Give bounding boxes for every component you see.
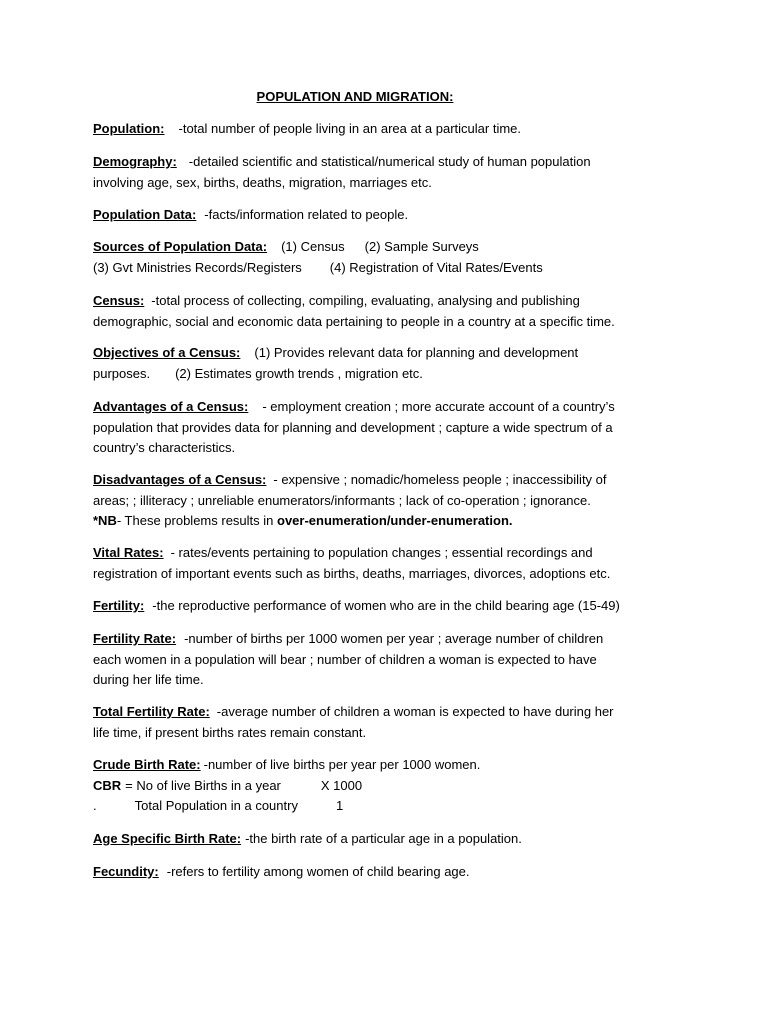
sources-item-registration: (4) Registration of Vital Rates/Events xyxy=(329,259,543,275)
cbr-label: CBR xyxy=(93,777,122,793)
population-text: -total number of people living in an area at a particular time. xyxy=(178,121,522,136)
fecundity-definition xyxy=(93,862,693,883)
term-vital-rates: Vital Rates: xyxy=(93,545,164,560)
age-specific-birth-rate-definition xyxy=(93,829,693,850)
term-census: Census: xyxy=(93,293,145,308)
vital-rates-text-line1: - rates/events pertaining to population changes ; essential recordings and xyxy=(170,545,593,560)
total-fertility-rate-text-line2: life time, if present births rates remain constant. xyxy=(93,724,367,740)
term-demography: Demography: xyxy=(93,154,177,169)
term-total-fertility-rate: Total Fertility Rate: xyxy=(93,704,210,719)
term-fecundity: Fecundity: xyxy=(93,864,159,879)
population-definition xyxy=(93,119,693,140)
term-population: Population: xyxy=(93,121,165,136)
term-fertility-rate: Fertility Rate: xyxy=(93,631,177,646)
sources-item-census: (1) Census xyxy=(281,239,345,254)
advantages-definition xyxy=(93,397,693,459)
cbr-denominator: Total Population in a country xyxy=(134,798,298,813)
crude-birth-rate-text: -number of live births per year per 1000 women. xyxy=(203,757,481,772)
objectives-text-line1: (1) Provides relevant data for planning and development xyxy=(254,345,579,360)
sources-definition xyxy=(93,237,693,278)
page-title: POPULATION AND MIGRATION: xyxy=(256,89,454,104)
term-fertility: Fertility: xyxy=(93,598,145,613)
demography-text-line2: involving age, sex, births, deaths, migration, marriages etc. xyxy=(93,174,432,190)
fertility-rate-text-line3: during her life time. xyxy=(93,672,204,687)
fertility-definition xyxy=(93,596,693,617)
term-advantages: Advantages of a Census: xyxy=(93,399,249,414)
objectives-definition xyxy=(93,343,693,384)
census-definition xyxy=(93,291,693,332)
term-objectives: Objectives of a Census: xyxy=(93,345,241,360)
disadvantages-text-line1: - expensive ; nomadic/homeless people ; inaccessibility of xyxy=(273,472,607,487)
sources-item-records: (3) Gvt Ministries Records/Registers xyxy=(93,259,302,275)
vital-rates-definition xyxy=(93,543,693,584)
term-population-data: Population Data: xyxy=(93,207,197,222)
cbr-multiplier: X 1000 xyxy=(320,777,363,793)
fecundity-text: -refers to fertility among women of child bearing age. xyxy=(166,864,470,879)
disadvantages-definition xyxy=(93,470,693,532)
cbr-numerator: = No of live Births in a year xyxy=(125,777,281,793)
nb-bold-text: over-enumeration/under-enumeration. xyxy=(277,513,513,528)
age-specific-birth-rate-text: -the birth rate of a particular age in a population. xyxy=(245,831,522,846)
disadvantages-text-line2: areas; ; illiteracy ; unreliable enumerators/informants ; lack of co-operation ; ignorance. xyxy=(93,492,591,508)
crude-birth-rate-definition xyxy=(93,755,693,817)
fertility-rate-definition xyxy=(93,629,693,691)
census-text-line2: demographic, social and economic data pertaining to people in a country at a specific time. xyxy=(93,313,615,329)
cbr-one: 1 xyxy=(335,798,344,813)
vital-rates-text-line2: registration of important events such as births, deaths, marriages, divorces, adoptions etc. xyxy=(93,565,611,581)
objectives-text-line2: (2) Estimates growth trends , migration etc. xyxy=(175,365,423,381)
population-data-text: -facts/information related to people. xyxy=(204,207,409,222)
demography-definition xyxy=(93,152,693,193)
sources-item-surveys: (2) Sample Surveys xyxy=(364,239,479,254)
advantages-text-line1: - employment creation ; more accurate account of a country’s xyxy=(262,399,615,414)
population-data-definition xyxy=(93,205,693,226)
term-crude-birth-rate: Crude Birth Rate: xyxy=(93,757,201,772)
fertility-rate-text-line1: -number of births per 1000 women per year ; average number of children xyxy=(184,631,604,646)
term-age-specific-birth-rate: Age Specific Birth Rate: xyxy=(93,831,242,846)
advantages-text-line2: population that provides data for planning and development ; capture a wide spectrum of a xyxy=(93,419,613,435)
total-fertility-rate-text-line1: -average number of children a woman is expected to have during her xyxy=(216,704,614,719)
cbr-dot: . xyxy=(93,798,97,813)
objectives-text-purposes: purposes. xyxy=(93,365,151,381)
term-sources: Sources of Population Data: xyxy=(93,239,268,254)
fertility-rate-text-line2: each women in a population will bear ; number of children a woman is expected to have xyxy=(93,651,597,667)
fertility-text: -the reproductive performance of women who are in the child bearing age (15-49) xyxy=(152,598,620,613)
total-fertility-rate-definition xyxy=(93,702,693,743)
demography-text-line1: -detailed scientific and statistical/numerical study of human population xyxy=(188,154,591,169)
census-text-line1: -total process of collecting, compiling, evaluating, analysing and publishing xyxy=(151,293,580,308)
nb-text: - These problems results in xyxy=(116,513,278,528)
advantages-text-line3: country’s characteristics. xyxy=(93,440,236,455)
nb-label: *NB xyxy=(93,513,117,528)
term-disadvantages: Disadvantages of a Census: xyxy=(93,472,267,487)
